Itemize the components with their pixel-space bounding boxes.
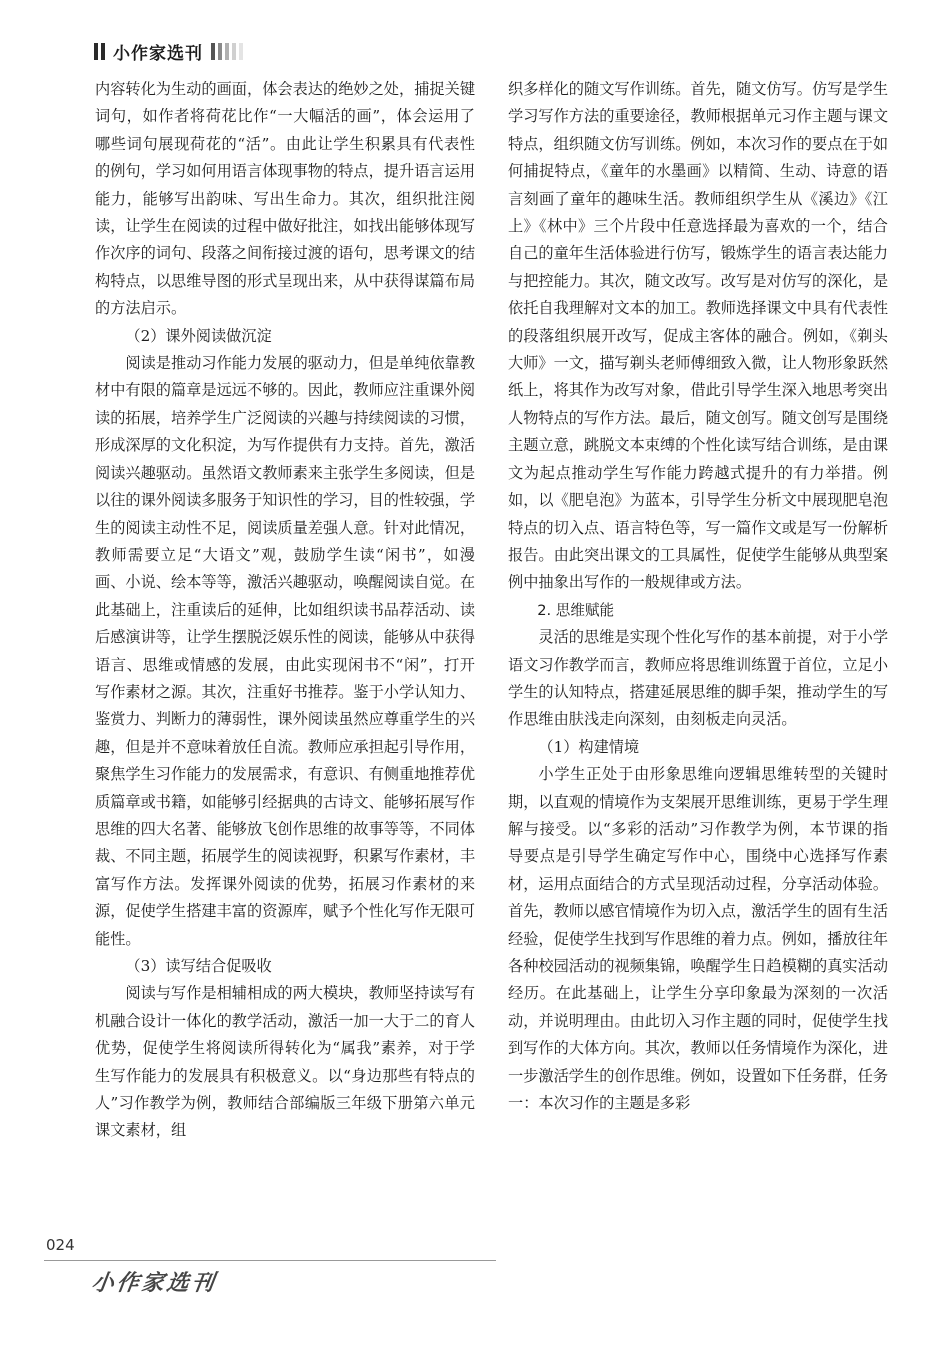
- paragraph: 织多样化的随文写作训练。首先，随文仿写。仿写是学生学习写作方法的重要途径，教师根据单元习作主题与课文特点，组织随文仿写训练。例如，本次习作的要点在于如何捕捉特点，《童年的水墨画》以精简、生动、诗意的语言刻画了童年的趣味生活。教师组织学生从《溪边》《江上》《林中》三个片段中任意选择最为喜欢的一个，结合自己的童年生活体验进行仿写，锻炼学生的语言表达能力与把控能力。其次，随文改写。改写是对仿写的深化，是依托自我理解对文本的加工。教师选择课文中具有代表性的段落组织展开改写，促成主客体的融合。例如，《剃头大师》一文，描写剃头老师傅细致入微，让人物形象跃然纸上，将其作为改写对象，借此引导学生深入地思考突出人物特点的写作方法。最后，随文创写。随文创写是围绕主题立意，跳脱文本束缚的个性化读写结合训练，是由课文为起点推动学生写作能力跨越式提升的有力举措。例如，以《肥皂泡》为蓝本，引导学生分析文中展现肥皂泡特点的切入点、语言特色等，写一篇作文或是写一份解析报告。由此突出课文的工具属性，促使学生能够从典型案例中抽象出写作的一般规律或方法。: [508, 80, 888, 592]
- footer-divider: [44, 1260, 496, 1261]
- header-bars-right-icon: [211, 43, 243, 60]
- page-number: 024: [46, 1236, 75, 1254]
- paragraph: 阅读与写作是相辅相成的两大模块，教师坚持读写有机融合设计一体化的教学活动，激活一加一大于二的育人优势，促使学生将阅读所得转化为“属我”素养，对于学生写作能力的发展具有积极意义。以“身边那些有特点的人”习作教学为例，教师结合部编版三年级下册第六单元课文素材，组: [95, 984, 475, 1140]
- subheading: （1）构建情境: [538, 737, 640, 756]
- paragraph: 阅读是推动习作能力发展的驱动力，但是单纯依靠教材中有限的篇章是远远不够的。因此，教师应注重课外阅读的拓展，培养学生广泛阅读的兴趣与持续阅读的习惯，形成深厚的文化积淀，为写作提供有力支持。首先，激活阅读兴趣驱动。虽然语文教师素来主张学生多阅读，但是以往的课外阅读多服务于知识性的学习，目的性较强，学生的阅读主动性不足，阅读质量差强人意。针对此情况，教师需要立足“大语文”观，鼓励学生读“闲书”，如漫画、小说、绘本等等，激活兴趣驱动，唤醒阅读自觉。在此基础上，注重读后的延伸，比如组织读书品荐活动、读后感演讲等，让学生摆脱泛娱乐性的阅读，能够从中获得语言、思维或情感的发展，由此实现闲书不“闲”，打开写作素材之源。其次，注重好书推荐。鉴于小学认知力、鉴赏力、判断力的薄弱性，课外阅读虽然应尊重学生的兴趣，但是并不意味着放任自流。教师应承担起引导作用，聚焦学生习作能力的发展需求，有意识、有侧重地推荐优质篇章或书籍，如能够引经据典的古诗文、能够拓展写作思维的四大名著、能够放飞创作思维的故事等等，不同体裁、不同主题，拓展学生的阅读视野，积累写作素材，丰富写作方法。发挥课外阅读的优势，拓展习作素材的来源，促使学生搭建丰富的资源库，赋予个性化写作无限可能性。: [95, 354, 475, 948]
- left-column: [95, 76, 475, 1145]
- right-column: [508, 76, 888, 1117]
- subheading: （2）课外阅读做沉淀: [125, 326, 272, 345]
- running-header: [94, 40, 243, 62]
- paragraph: 灵活的思维是实现个性化写作的基本前提，对于小学语文习作教学而言，教师应将思维训练置于首位，立足小学生的认知特点，搭建延展思维的脚手架，推动学生的写作思维由肤浅走向深刻，由刻板走向灵活。: [508, 628, 888, 729]
- journal-title: 小作家选刊: [113, 43, 203, 64]
- footer-logo: 小作家选刊: [89, 1270, 219, 1296]
- subheading: （3）读写结合促吸收: [125, 957, 272, 975]
- paragraph: 小学生正处于由形象思维向逻辑思维转型的关键时期，以直观的情境作为支架展开思维训练，更易于学生理解与接受。以“多彩的活动”习作教学为例，本节课的指导要点是引导学生确定写作中心，围绕中心选择写作素材，运用点面结合的方式呈现活动过程，分享活动体验。首先，教师以感官情境作为切入点，激活学生的固有生活经验，促使学生找到写作思维的着力点。例如，播放往年各种校园活动的视频集锦，唤醒学生日趋模糊的真实活动经历。在此基础上，让学生分享印象最为深刻的一次活动，并说明理由。由此切入习作主题的同时，促使学生找到写作的大体方向。其次，教师以任务情境作为深化，进一步激活学生的创作思维。例如，设置如下任务群，任务一：本次习作的主题是多彩: [508, 765, 888, 1113]
- section-heading: 2. 思维赋能: [537, 601, 615, 619]
- paragraph: 内容转化为生动的画面，体会表达的绝妙之处，捕捉关键词句，如作者将荷花比作“一大幅活的画”，体会运用了哪些词句展现荷花的“活”。由此让学生积累具有代表性的例句，学习如何用语言体现事物的特点，提升语言运用能力，能够写出韵味、写出生命力。其次，组织批注阅读，让学生在阅读的过程中做好批注，如找出能够体现写作次序的词句、段落之间衔接过渡的语句，思考课文的结构特点，以思维导图的形式呈现出来，从中获得谋篇布局的方法启示。: [95, 80, 475, 318]
- header-bars-left-icon: [94, 43, 105, 60]
